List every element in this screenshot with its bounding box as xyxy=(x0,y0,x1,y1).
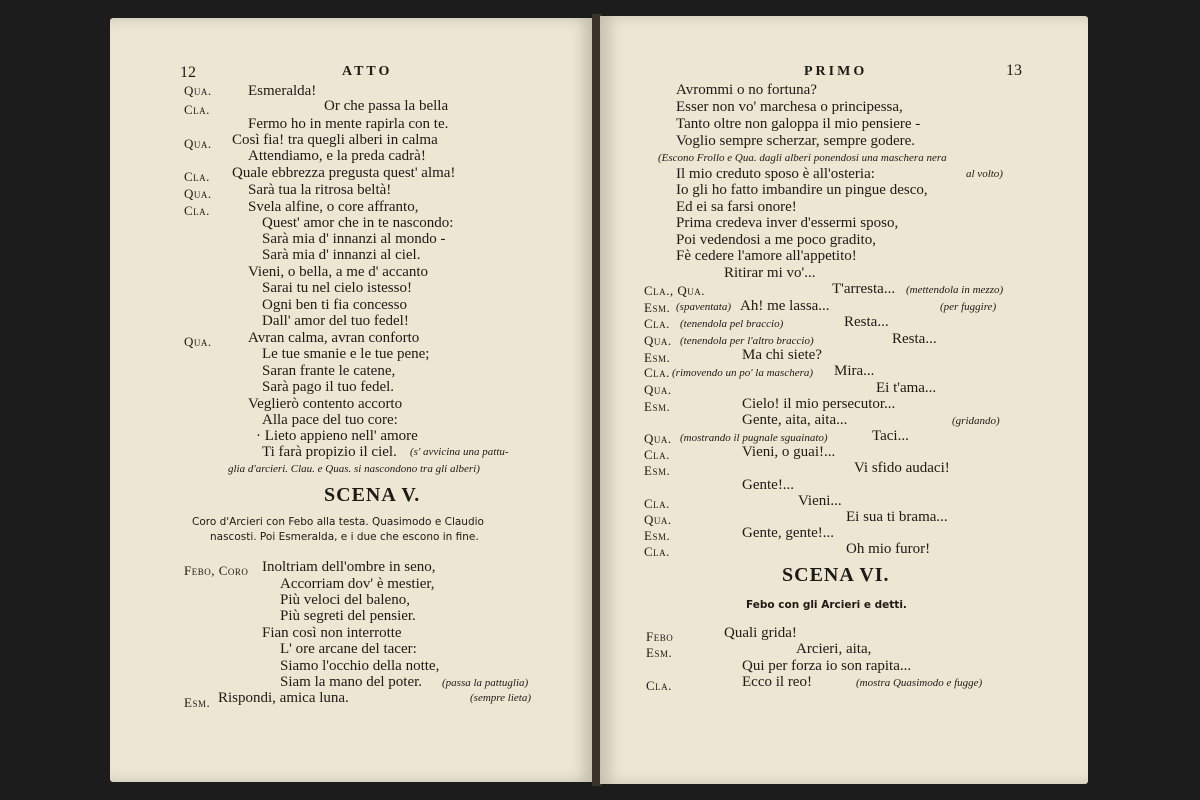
line-speaker: Qua. xyxy=(644,512,672,527)
verse-line: Vieni, o bella, a me d' accanto xyxy=(248,264,429,280)
verse-line: Siamo l'occhio della notte, xyxy=(280,658,440,674)
verse-line: Inoltriam dell'ombre in seno, xyxy=(262,559,436,575)
line-speaker: Esm. xyxy=(644,399,671,414)
verse-line: Avrommi o no fortuna? xyxy=(676,82,817,98)
verse-line: Io gli ho fatto imbandire un pingue desco, xyxy=(676,182,928,198)
verse-line: Gente!... xyxy=(742,477,795,493)
page-number-left: 12 xyxy=(180,64,196,81)
stage-direction: (tenendola pel braccio) xyxy=(680,318,784,330)
verse-line: Le tue smanie e le tue pene; xyxy=(262,346,430,362)
verse-line: Ed ei sa farsi onore! xyxy=(676,199,797,215)
verse-line: Taci... xyxy=(872,428,909,444)
verse-line: Rispondi, amica luna. xyxy=(218,690,349,706)
line-speaker: Cla. xyxy=(644,316,670,331)
verse-line: Così fia! tra quegli alberi in calma xyxy=(232,132,438,148)
running-header-left: ATTO xyxy=(342,64,393,79)
stage-direction: glia d'arcieri. Clau. e Quas. si nascondono tra gli alberi) xyxy=(228,463,480,475)
line-speaker: Cla. xyxy=(644,365,670,380)
verse-line: Voglio sempre scherzar, sempre godere. xyxy=(676,133,916,149)
verse-line: Ogni ben ti fia concesso xyxy=(262,297,407,313)
line-speaker: Esm. xyxy=(646,645,673,660)
verse-line: Qui per forza io son rapita... xyxy=(742,658,912,674)
line-speaker: Cla. xyxy=(646,678,672,693)
stage-direction: (rimovendo un po' la maschera) xyxy=(672,367,814,379)
stage-direction: (mettendola in mezzo) xyxy=(906,284,1004,296)
verse-line: Attendiamo, e la preda cadrà! xyxy=(248,148,426,164)
stage-direction: al volto) xyxy=(966,168,1003,180)
verse-line: Più segreti del pensier. xyxy=(280,608,416,624)
line-speaker: Qua. xyxy=(644,333,672,348)
verse-line: Siam la mano del poter. xyxy=(280,674,423,690)
verse-line: Oh mio furor! xyxy=(846,541,931,557)
verse-line: Ritirar mi vo'... xyxy=(724,265,816,281)
scene-description: Febo con gli Arcieri e detti. xyxy=(746,599,907,611)
verse-line: Dall' amor del tuo fedel! xyxy=(262,313,409,329)
verse-line: Sarà mia d' innanzi al mondo - xyxy=(262,231,446,247)
stage-direction: (tenendola per l'altro braccio) xyxy=(680,335,814,347)
verse-line: Saran frante le catene, xyxy=(262,363,396,379)
scene-description: Coro d'Arcieri con Febo alla testa. Quasimodo e Claudio xyxy=(192,516,484,528)
verse-line: Quale ebbrezza pregusta quest' alma! xyxy=(232,165,456,181)
page-number-right: 13 xyxy=(1006,62,1022,79)
verse-line: Il mio creduto sposo è all'osteria: xyxy=(676,166,875,182)
verse-line: · Lieto appieno nell' amore xyxy=(256,428,418,444)
line-speaker: Cla. xyxy=(644,544,670,559)
verse-line: Accorriam dov' è mestier, xyxy=(280,576,435,592)
line-speaker: Qua. xyxy=(184,186,212,201)
stage-direction: (sempre lieta) xyxy=(470,692,531,704)
verse-line: T'arresta... xyxy=(832,281,896,297)
stage-direction: (mostra Quasimodo e fugge) xyxy=(856,677,983,689)
stage-direction: (Escono Frollo e Qua. dagli alberi ponendosi una maschera nera xyxy=(658,152,947,164)
line-speaker: Esm. xyxy=(644,463,671,478)
line-speaker: Cla. xyxy=(184,102,210,117)
verse-line: Ah! me lassa... xyxy=(740,298,830,314)
verse-line: Vieni, o guai!... xyxy=(742,444,836,460)
scene-title: SCENA V. xyxy=(324,484,421,506)
stage-direction: (passa la pattuglia) xyxy=(442,677,529,689)
verse-line: Cielo! il mio persecutor... xyxy=(742,396,896,412)
line-speaker: Esm. xyxy=(644,528,671,543)
verse-line: Fermo ho in mente rapirla con te. xyxy=(248,116,449,132)
line-speaker: Cla. xyxy=(644,447,670,462)
stage-direction: (s' avvicina una pattu- xyxy=(410,446,509,458)
line-speaker: Qua. xyxy=(184,334,212,349)
verse-line: Fè cedere l'amore all'appetito! xyxy=(676,248,857,264)
verse-line: Vieni... xyxy=(798,493,842,509)
left-page xyxy=(110,18,594,782)
stage-direction: (mostrando il pugnale sguainato) xyxy=(680,432,828,444)
verse-line: Alla pace del tuo core: xyxy=(262,412,398,428)
line-speaker: Cla. xyxy=(184,169,210,184)
line-speaker: Cla., Qua. xyxy=(644,283,706,298)
verse-line: Esser non vo' marchesa o principessa, xyxy=(676,99,903,115)
verse-line: Resta... xyxy=(844,314,889,330)
verse-line: Ei t'ama... xyxy=(876,380,937,396)
running-header-right: PRIMO xyxy=(804,64,868,79)
verse-line: Quali grida! xyxy=(724,625,797,641)
stage-direction: (spaventata) xyxy=(676,301,731,313)
line-speaker: Esm. xyxy=(644,300,671,315)
line-speaker: Qua. xyxy=(184,83,212,98)
stage-direction: (per fuggire) xyxy=(940,301,997,313)
verse-line: Sarai tu nel cielo istesso! xyxy=(262,280,412,296)
line-speaker: Febo xyxy=(646,629,674,644)
verse-line: Veglierò contento accorto xyxy=(248,396,403,412)
line-speaker: Esm. xyxy=(644,350,671,365)
verse-line: Ecco il reo! xyxy=(742,674,812,690)
verse-line: Quest' amor che in te nascondo: xyxy=(262,215,454,231)
verse-line: Ei sua ti brama... xyxy=(846,509,948,525)
scene-description: nascosti. Poi Esmeralda, e i due che escono in fine. xyxy=(210,531,479,543)
verse-line: Sarà mia d' innanzi al ciel. xyxy=(262,247,421,263)
verse-line: Poi vedendosi a me poco gradito, xyxy=(676,232,876,248)
line-speaker: Esm. xyxy=(184,695,211,710)
scene-title: SCENA VI. xyxy=(782,564,890,586)
right-page xyxy=(600,16,1088,784)
verse-line: Vi sfido audaci! xyxy=(854,460,950,476)
verse-line: Sarà pago il tuo fedel. xyxy=(262,379,395,395)
verse-line: Sarà tua la ritrosa beltà! xyxy=(248,182,392,198)
verse-line: Tanto oltre non galoppa il mio pensiere - xyxy=(676,116,921,132)
verse-line: Or che passa la bella xyxy=(324,98,449,114)
line-speaker: Febo, Coro xyxy=(184,563,249,578)
line-speaker: Qua. xyxy=(184,136,212,151)
verse-line: Avran calma, avran conforto xyxy=(248,330,420,346)
stage-direction: (gridando) xyxy=(952,415,1000,427)
verse-line: Esmeralda! xyxy=(248,83,317,99)
line-speaker: Qua. xyxy=(644,431,672,446)
verse-line: Mira... xyxy=(834,363,875,379)
verse-line: L' ore arcane del tacer: xyxy=(280,641,417,657)
line-speaker: Cla. xyxy=(184,203,210,218)
verse-line: Arcieri, aita, xyxy=(796,641,872,657)
verse-line: Svela alfine, o core affranto, xyxy=(248,199,419,215)
line-speaker: Cla. xyxy=(644,496,670,511)
verse-line: Gente, aita, aita... xyxy=(742,412,848,428)
verse-line: Ma chi siete? xyxy=(742,347,822,363)
verse-line: Resta... xyxy=(892,331,937,347)
verse-line: Più veloci del baleno, xyxy=(280,592,410,608)
line-speaker: Qua. xyxy=(644,382,672,397)
verse-line: Prima credeva inver d'essermi sposo, xyxy=(676,215,899,231)
verse-line: Ti farà propizio il ciel. xyxy=(262,444,397,460)
verse-line: Gente, gente!... xyxy=(742,525,835,541)
verse-line: Fian così non interrotte xyxy=(262,625,402,641)
